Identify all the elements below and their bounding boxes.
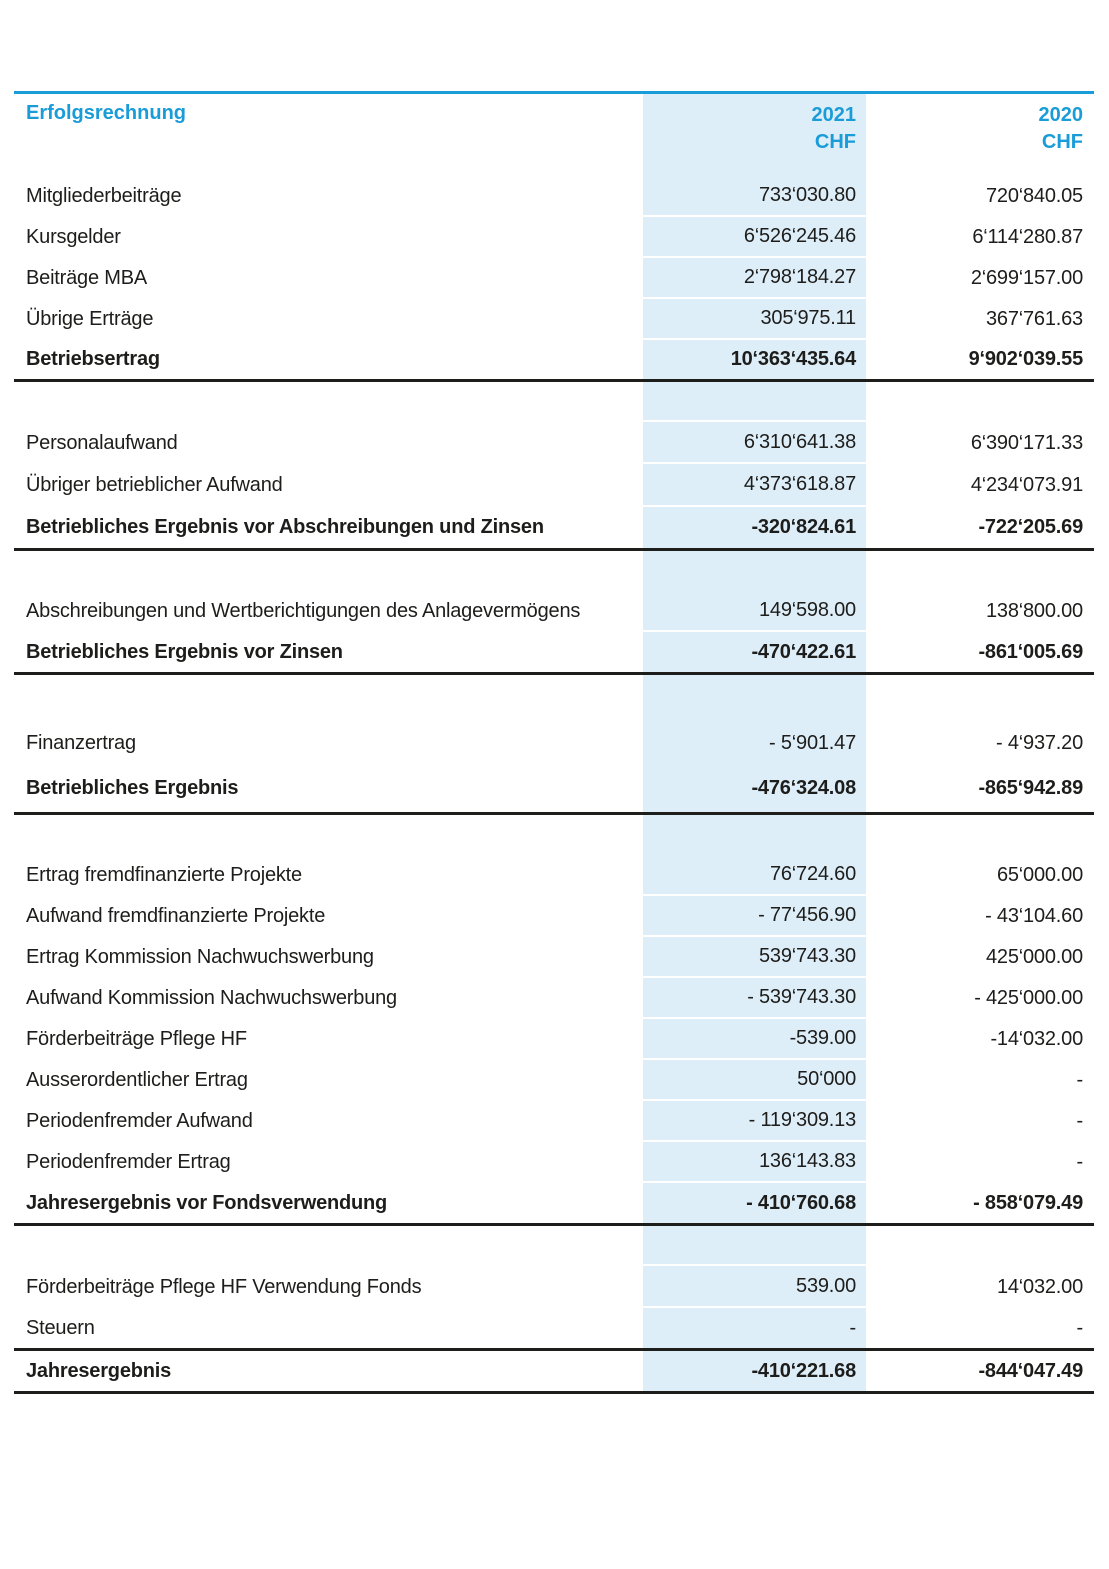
- table-row: [14, 978, 1094, 1019]
- table-row: [14, 422, 1094, 464]
- header-2020: [866, 102, 1094, 176]
- value-2021: 50‘000: [643, 1060, 866, 1101]
- table-row: [14, 855, 1094, 896]
- table-row: [14, 176, 1094, 217]
- row-label: Finanzertrag: [26, 732, 136, 754]
- subtotal-row: [14, 632, 1094, 675]
- table-row: [14, 1101, 1094, 1142]
- value-2021: - 410‘760.68: [746, 1191, 856, 1214]
- total-row: [14, 1351, 1094, 1394]
- row-label: Betriebsertrag: [26, 348, 160, 370]
- table-row: [14, 299, 1094, 340]
- row-label: Übrige Erträge: [26, 308, 154, 330]
- table-row: [14, 258, 1094, 299]
- value-2021: -320‘824.61: [751, 516, 856, 538]
- value-2021: 539.00: [643, 1266, 866, 1308]
- table-row: [14, 1142, 1094, 1183]
- subtotal-row: [14, 764, 1094, 815]
- value-2020: -: [1076, 1110, 1083, 1132]
- value-2020: -844‘047.49: [978, 1359, 1083, 1382]
- row-label: Personalaufwand: [26, 431, 178, 454]
- value-2020: 425‘000.00: [986, 946, 1083, 968]
- value-2021: 6‘310‘641.38: [643, 422, 866, 464]
- value-2020: 4‘234‘073.91: [970, 474, 1083, 496]
- row-label: Abschreibungen und Wertberichtigungen des Anlagevermögens: [26, 600, 581, 622]
- value-2020: -: [1076, 1316, 1083, 1339]
- value-2021: -: [849, 1316, 856, 1339]
- value-2020: -14‘032.00: [990, 1028, 1083, 1050]
- header-2021-currency: CHF: [814, 131, 856, 153]
- value-2021: - 77‘456.90: [643, 896, 866, 937]
- value-2020: - 4‘937.20: [996, 732, 1083, 754]
- value-2021: - 119‘309.13: [643, 1101, 866, 1142]
- table-row: [14, 464, 1094, 507]
- spacer: [14, 1226, 1094, 1266]
- row-label: Periodenfremder Ertrag: [26, 1151, 231, 1173]
- value-2020: -865‘942.89: [978, 776, 1083, 799]
- value-2020: -: [1076, 1151, 1083, 1173]
- subtotal-row: [14, 340, 1094, 382]
- value-2020: - 425‘000.00: [974, 987, 1083, 1009]
- value-2020: 367‘761.63: [986, 308, 1083, 330]
- table-row: [14, 1266, 1094, 1308]
- table-row: [14, 1019, 1094, 1060]
- row-label: Jahresergebnis vor Fondsverwendung: [26, 1191, 388, 1214]
- income-statement-table: [14, 91, 1094, 1394]
- value-2021: -539.00: [643, 1019, 866, 1060]
- row-label: Übriger betrieblicher Aufwand: [26, 474, 283, 496]
- value-2020: - 858‘079.49: [973, 1191, 1083, 1214]
- spacer: [14, 551, 1094, 591]
- value-2021: - 539‘743.30: [643, 978, 866, 1019]
- row-label: Ausserordentlicher Ertrag: [26, 1069, 248, 1091]
- value-2021: -476‘324.08: [751, 776, 856, 799]
- row-label: Jahresergebnis: [26, 1359, 172, 1382]
- subtotal-row: [14, 1183, 1094, 1226]
- value-2021: 76‘724.60: [643, 855, 866, 896]
- header-2020-year: 2020: [1038, 104, 1083, 126]
- table-row: [14, 1308, 1094, 1351]
- row-label: Periodenfremder Aufwand: [26, 1110, 253, 1132]
- row-label: Förderbeiträge Pflege HF Verwendung Fonds: [26, 1275, 422, 1298]
- table-row: [14, 937, 1094, 978]
- table-row: [14, 591, 1094, 632]
- value-2020: 14‘032.00: [996, 1275, 1083, 1298]
- value-2021: 149‘598.00: [643, 591, 866, 632]
- value-2020: - 43‘104.60: [985, 905, 1083, 927]
- row-label: Kursgelder: [26, 226, 121, 248]
- value-2021: 10‘363‘435.64: [730, 348, 856, 370]
- row-label: Betriebliches Ergebnis vor Zinsen: [26, 640, 343, 663]
- row-label: Beiträge MBA: [26, 267, 147, 289]
- value-2021: 2‘798‘184.27: [643, 258, 866, 299]
- row-label: Aufwand Kommission Nachwuchswerbung: [26, 987, 397, 1009]
- table-header: [14, 94, 1094, 176]
- value-2021: -410‘221.68: [751, 1359, 856, 1382]
- value-2020: -: [1076, 1069, 1083, 1091]
- spacer: [14, 815, 1094, 855]
- row-label: Ertrag fremdfinanzierte Projekte: [26, 864, 302, 886]
- value-2020: 2‘699‘157.00: [970, 267, 1083, 289]
- spacer: [14, 382, 1094, 422]
- value-2021: 733‘030.80: [643, 176, 866, 217]
- header-2020-currency: CHF: [1041, 131, 1083, 153]
- value-2020: -861‘005.69: [978, 640, 1083, 663]
- value-2020: 720‘840.05: [986, 185, 1083, 207]
- table-row: [14, 896, 1094, 937]
- row-label: Förderbeiträge Pflege HF: [26, 1028, 247, 1050]
- table-row: [14, 1060, 1094, 1101]
- value-2020: 65‘000.00: [996, 864, 1083, 886]
- header-2021-year: 2021: [811, 104, 856, 126]
- row-label: Betriebliches Ergebnis: [26, 776, 239, 799]
- value-2020: 138‘800.00: [986, 600, 1083, 622]
- row-label: Steuern: [26, 1316, 95, 1339]
- table-row: [14, 217, 1094, 258]
- value-2021: 539‘743.30: [643, 937, 866, 978]
- value-2021: - 5‘901.47: [769, 732, 856, 754]
- row-label: Mitgliederbeiträge: [26, 185, 182, 207]
- value-2021: 136‘143.83: [643, 1142, 866, 1183]
- spacer: [14, 675, 1094, 723]
- row-label: Betriebliches Ergebnis vor Abschreibungen und Zinsen: [26, 516, 544, 538]
- value-2021: -470‘422.61: [751, 640, 856, 663]
- value-2020: 9‘902‘039.55: [968, 348, 1083, 370]
- value-2020: -722‘205.69: [978, 516, 1083, 538]
- header-2021: [643, 102, 866, 176]
- value-2021: 4‘373‘618.87: [643, 464, 866, 507]
- value-2021: 6‘526‘245.46: [643, 217, 866, 258]
- row-label: Aufwand fremdfinanzierte Projekte: [26, 905, 326, 927]
- row-label: Ertrag Kommission Nachwuchswerbung: [26, 946, 374, 968]
- value-2020: 6‘114‘280.87: [972, 226, 1083, 248]
- value-2021: 305‘975.11: [643, 299, 866, 340]
- table-title: Erfolgsrechnung: [26, 102, 187, 124]
- table-row: [14, 723, 1094, 764]
- value-2020: 6‘390‘171.33: [970, 431, 1083, 454]
- subtotal-row: [14, 507, 1094, 551]
